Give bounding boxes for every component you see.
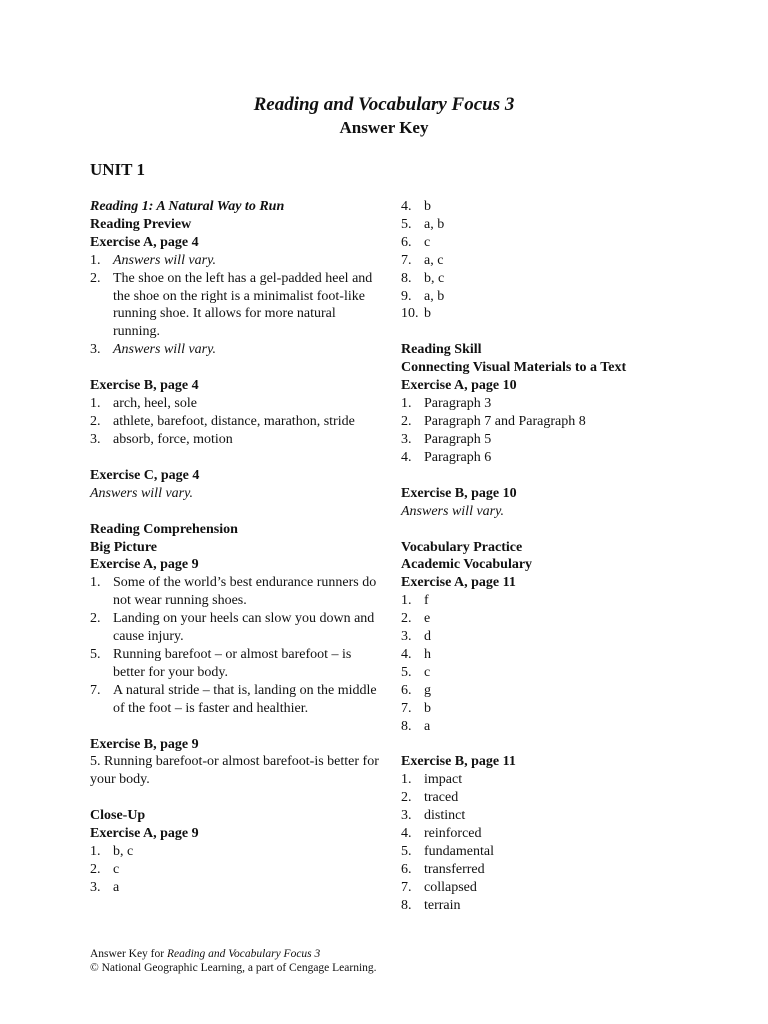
- exercise-heading: Exercise B, page 11: [401, 754, 516, 770]
- list-item: [401, 664, 701, 682]
- item-number: 1.: [90, 844, 101, 860]
- item-number: 10.: [401, 306, 419, 322]
- item-number: 3.: [90, 342, 101, 358]
- footer-copyright: © National Geographic Learning, a part of Cengage Learning.: [90, 962, 377, 974]
- item-number: 9.: [401, 288, 412, 304]
- list-item: [90, 682, 380, 718]
- item-number: 8.: [401, 718, 412, 734]
- list-item: [90, 843, 380, 861]
- list-item: [401, 825, 701, 843]
- list-item: [401, 234, 701, 252]
- item-number: 3.: [401, 808, 412, 824]
- item-number: 7.: [401, 700, 412, 716]
- answer-list: [90, 843, 380, 897]
- item-number: 8.: [401, 897, 412, 913]
- item-number: 4.: [401, 199, 412, 214]
- item-text: b, c: [424, 270, 445, 286]
- subsection-heading-academic-vocabulary: Academic Vocabulary: [401, 557, 533, 573]
- item-number: 5.: [90, 646, 101, 662]
- item-text: f: [424, 593, 429, 609]
- section-heading-reading-comprehension: Reading Comprehension: [90, 521, 238, 537]
- exercise-heading: Exercise B, page 4: [90, 378, 199, 394]
- list-item: [401, 789, 701, 807]
- item-text: Paragraph 6: [424, 449, 492, 465]
- item-text: Paragraph 3: [424, 396, 492, 412]
- list-item: [401, 252, 701, 270]
- list-item: [401, 646, 701, 664]
- document-subtitle: Answer Key: [339, 118, 429, 137]
- answer-text: 5. Running barefoot-or almost barefoot-is better for your body.: [90, 754, 379, 788]
- item-number: 2.: [401, 790, 412, 806]
- list-item: [401, 592, 701, 610]
- list-item: [90, 252, 380, 270]
- item-number: 3.: [401, 431, 412, 447]
- document-title: Reading and Vocabulary Focus 3: [253, 94, 515, 115]
- list-item: [401, 610, 701, 628]
- item-number: 2.: [90, 862, 101, 877]
- answer-list: [90, 574, 380, 717]
- list-item: [401, 700, 701, 718]
- list-item: [90, 574, 380, 610]
- item-text: fundamental: [424, 844, 494, 859]
- item-number: 2.: [90, 611, 101, 627]
- footer-prefix: Answer Key for: [90, 948, 167, 960]
- item-text: a, c: [424, 252, 444, 268]
- item-text: Paragraph 7 and Paragraph 8: [424, 413, 586, 429]
- item-number: 7.: [401, 252, 412, 268]
- section-heading-reading-skill: Reading Skill: [401, 342, 482, 358]
- item-number: 1.: [90, 396, 101, 412]
- item-text: c: [424, 664, 431, 680]
- item-text: b, c: [113, 844, 134, 860]
- list-item: [401, 771, 701, 789]
- exercise-heading: Exercise A, page 11: [401, 575, 516, 591]
- list-item: [90, 861, 380, 879]
- item-number: 2.: [401, 413, 412, 429]
- list-item: [90, 879, 380, 897]
- section-heading-close-up: Close-Up: [90, 808, 146, 824]
- list-item: [401, 270, 701, 288]
- answer-list: [401, 395, 701, 467]
- item-number: 2.: [90, 270, 101, 286]
- item-text: Running barefoot – or almost barefoot – is better for your body.: [113, 646, 352, 680]
- section-heading-reading-preview: Reading Preview: [90, 216, 192, 232]
- item-text: arch, heel, sole: [113, 396, 197, 412]
- item-text: The shoe on the left has a gel-padded heel and the shoe on the right is a minimalist foot-like running shoe. It allows for more natural running.: [113, 270, 373, 340]
- left-column: [90, 198, 380, 897]
- item-text: c: [113, 862, 120, 877]
- list-item: [401, 395, 701, 413]
- item-number: 3.: [401, 629, 412, 645]
- exercise-heading: Exercise B, page 10: [401, 485, 517, 501]
- answer-list: [401, 198, 701, 323]
- item-number: 1.: [401, 593, 412, 609]
- list-item: [90, 610, 380, 646]
- list-item: [90, 431, 380, 449]
- item-text: traced: [424, 790, 459, 806]
- list-item: [90, 646, 380, 682]
- exercise-heading: Exercise A, page 10: [401, 378, 517, 394]
- item-number: 7.: [401, 879, 412, 895]
- item-number: 1.: [90, 575, 101, 591]
- item-number: 2.: [90, 413, 101, 429]
- item-text: b: [424, 306, 431, 322]
- list-item: [401, 807, 701, 825]
- item-number: 6.: [401, 682, 412, 698]
- list-item: [90, 413, 380, 431]
- item-text: Paragraph 5: [424, 431, 492, 447]
- answer-text: Answers will vary.: [401, 503, 505, 519]
- item-number: 4.: [401, 646, 412, 662]
- item-number: 1.: [90, 252, 101, 268]
- unit-heading: UNIT 1: [90, 160, 145, 179]
- list-item: [401, 843, 701, 861]
- item-number: 7.: [90, 682, 101, 698]
- exercise-heading: Exercise C, page 4: [90, 467, 200, 483]
- footer-line-1: [90, 947, 377, 961]
- answer-list: [90, 252, 380, 359]
- item-text: a, b: [424, 216, 445, 232]
- item-text: reinforced: [424, 826, 482, 842]
- right-column: [401, 198, 701, 915]
- item-text: collapsed: [424, 879, 477, 895]
- answer-list: [90, 395, 380, 449]
- list-item: [90, 395, 380, 413]
- exercise-heading: Exercise A, page 9: [90, 826, 199, 842]
- item-number: 5.: [401, 664, 412, 680]
- page-footer: [90, 947, 377, 975]
- item-text: distinct: [424, 808, 466, 824]
- list-item: [401, 718, 701, 736]
- item-text: c: [424, 234, 431, 250]
- answer-text: Answers will vary.: [90, 485, 194, 501]
- item-text: Answers will vary.: [113, 342, 217, 358]
- item-text: g: [424, 682, 431, 698]
- list-item: [401, 198, 701, 216]
- item-text: a: [424, 718, 431, 734]
- list-item: [401, 305, 701, 323]
- item-text: athlete, barefoot, distance, marathon, stride: [113, 413, 355, 429]
- list-item: [401, 861, 701, 879]
- item-number: 1.: [401, 772, 412, 788]
- list-item: [401, 879, 701, 897]
- item-text: terrain: [424, 897, 461, 913]
- item-text: Some of the world’s best endurance runners do not wear running shoes.: [113, 575, 377, 609]
- item-number: 6.: [401, 861, 412, 877]
- item-text: h: [424, 646, 431, 662]
- exercise-heading: Exercise B, page 9: [90, 736, 199, 752]
- reading-title: Reading 1: A Natural Way to Run: [90, 199, 285, 214]
- list-item: [90, 270, 380, 342]
- answer-list: [401, 592, 701, 735]
- item-number: 2.: [401, 611, 412, 627]
- item-text: Answers will vary.: [113, 252, 217, 268]
- item-number: 6.: [401, 234, 412, 250]
- section-heading-vocabulary-practice: Vocabulary Practice: [401, 539, 523, 555]
- item-text: b: [424, 700, 431, 716]
- item-text: a, b: [424, 288, 445, 304]
- footer-book-title: Reading and Vocabulary Focus 3: [166, 948, 321, 960]
- list-item: [401, 682, 701, 700]
- list-item: [401, 897, 701, 915]
- list-item: [401, 449, 701, 467]
- item-number: 4.: [401, 826, 412, 842]
- list-item: [401, 288, 701, 306]
- list-item: [401, 216, 701, 234]
- answer-list: [401, 771, 701, 914]
- exercise-heading: Exercise A, page 9: [90, 557, 199, 573]
- item-text: e: [424, 611, 431, 627]
- subsection-heading-visual-materials: Connecting Visual Materials to a Text: [401, 360, 627, 376]
- list-item: [401, 628, 701, 646]
- item-number: 1.: [401, 396, 412, 412]
- list-item: [401, 431, 701, 449]
- subsection-heading-big-picture: Big Picture: [90, 539, 158, 555]
- item-number: 5.: [401, 216, 412, 232]
- exercise-heading: Exercise A, page 4: [90, 234, 199, 250]
- item-number: 3.: [90, 431, 101, 447]
- list-item: [90, 341, 380, 359]
- item-number: 4.: [401, 449, 412, 465]
- list-item: [401, 413, 701, 431]
- item-number: 5.: [401, 844, 412, 859]
- item-number: 8.: [401, 270, 412, 286]
- item-text: Landing on your heels can slow you down and cause injury.: [113, 611, 375, 645]
- item-number: 3.: [90, 879, 101, 895]
- item-text: d: [424, 629, 431, 645]
- item-text: a: [113, 879, 120, 895]
- item-text: A natural stride – that is, landing on the middle of the foot – is faster and healthier.: [113, 682, 377, 716]
- item-text: impact: [424, 772, 463, 788]
- item-text: transferred: [424, 861, 485, 877]
- item-text: b: [424, 199, 431, 214]
- item-text: absorb, force, motion: [113, 431, 233, 447]
